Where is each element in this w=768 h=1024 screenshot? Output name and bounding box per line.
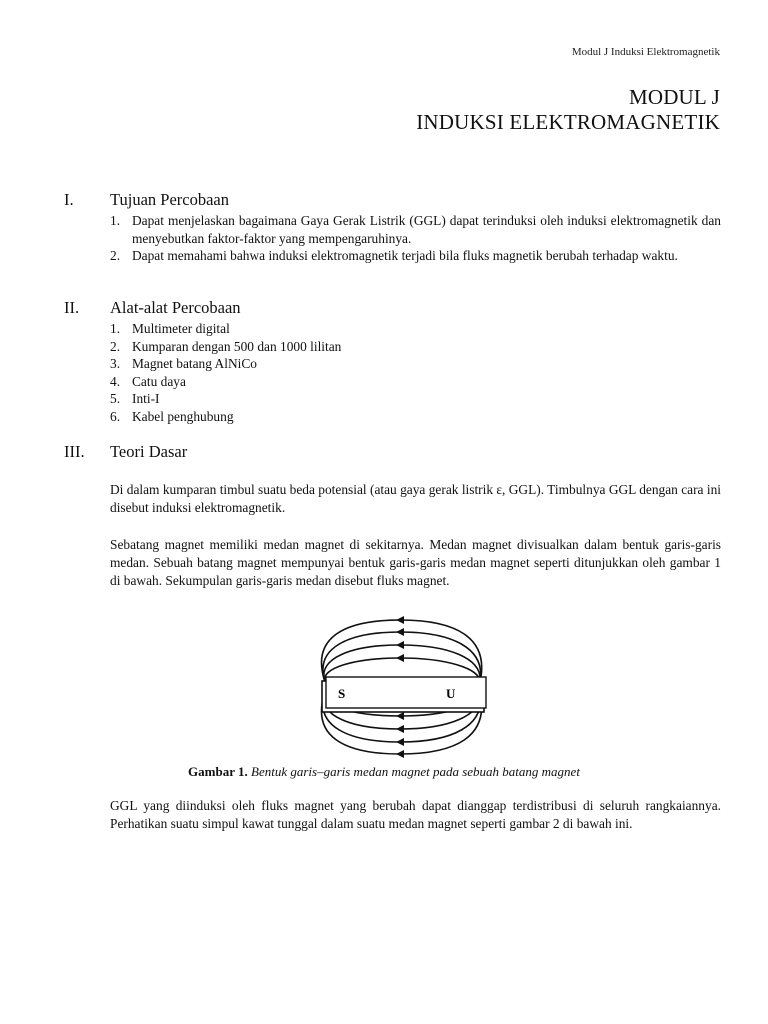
section-number: II. — [64, 298, 80, 317]
list-item: 5. Inti-I — [110, 391, 160, 407]
figure-magnet-field — [300, 612, 500, 762]
arrow-icon — [396, 628, 404, 636]
objectives-list — [110, 212, 721, 265]
arrow-icon — [396, 725, 404, 733]
caption-label: Gambar 1. — [188, 764, 248, 779]
arrow-icon — [396, 654, 404, 662]
paragraph-intro: Di dalam kumparan timbul suatu beda potensial (atau gaya gerak listrik ε, GGL). Timbulnya GGL dengan cara ini disebut induksi elektromagnetik. — [110, 482, 721, 516]
pole-north-label: U — [446, 686, 456, 701]
arrow-icon — [396, 750, 404, 758]
section-heading — [64, 298, 721, 318]
arrow-icon — [396, 641, 404, 649]
list-item: 6. Kabel penghubung — [110, 408, 234, 424]
paragraph-magnet: Sebatang magnet memiliki medan magnet di sekitarnya. Medan magnet divisualkan dalam bentuk garis-garis medan. Sebuah batang magnet mempunyai bentuk garis-garis medan magnet seperti ditunjukkan oleh gambar 1 di bawah. Sekumpulan garis-garis medan disebut fluks magnet. — [110, 537, 721, 589]
section-number: I. — [64, 190, 74, 209]
list-item: 4. Catu daya — [110, 373, 186, 389]
list-item: 3. Magnet batang AlNiCo — [110, 356, 257, 372]
arrow-icon — [396, 712, 404, 720]
section-title: Tujuan Percobaan — [110, 190, 229, 209]
section-teori — [64, 442, 721, 462]
module-title-line1: MODUL J — [628, 85, 720, 109]
section-tujuan — [64, 190, 721, 265]
list-item: 2. Kumparan dengan 500 dan 1000 lilitan — [110, 338, 342, 354]
list-item: 2. Dapat memahami bahwa induksi elektromagnetik terjadi bila fluks magnetik berubah terhadap waktu. — [110, 248, 678, 264]
paragraph-ggl: GGL yang diinduksi oleh fluks magnet yang berubah dapat dianggap terdistribusi di seluruh rangkaiannya. Perhatikan suatu simpul kawat tunggal dalam suatu medan magnet seperti gambar 2 di bawah ini. — [110, 798, 721, 832]
section-heading — [64, 190, 721, 210]
list-item: 1. Multimeter digital — [110, 321, 230, 336]
section-title: Teori Dasar — [110, 442, 188, 461]
caption-text: Bentuk garis–garis medan magnet pada sebuah batang magnet — [251, 764, 580, 779]
arrow-icon — [396, 616, 404, 624]
section-heading — [64, 442, 721, 462]
section-alat — [64, 298, 721, 426]
pole-south-label: S — [338, 686, 346, 701]
section-title: Alat-alat Percobaan — [110, 298, 241, 317]
equipment-list — [110, 320, 721, 426]
arrow-icon — [396, 738, 404, 746]
module-title — [416, 85, 720, 135]
figure-caption — [0, 764, 768, 780]
bar-magnet-face — [326, 677, 486, 708]
list-item: 1. Dapat menjelaskan bagaimana Gaya Gerak Listrik (GGL) dapat terinduksi oleh induksi elektromagnetik dan menyebutkan faktor-faktor yang mempengaruhinya. — [110, 213, 721, 246]
magnet-field-diagram — [300, 612, 500, 762]
section-number: III. — [64, 442, 85, 461]
running-header: Modul J Induksi Elektromagnetik — [571, 46, 720, 58]
module-title-line2: INDUKSI ELEKTROMAGNETIK — [416, 110, 720, 134]
